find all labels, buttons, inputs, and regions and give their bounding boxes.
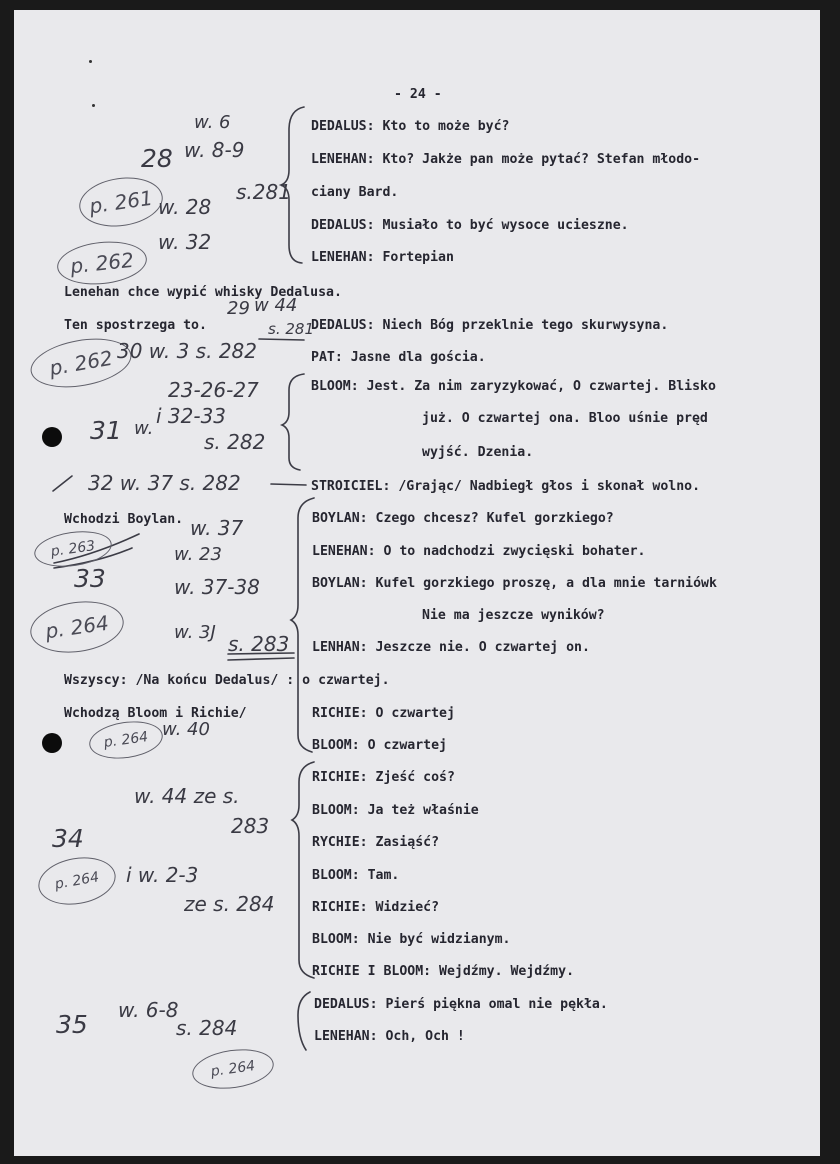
handwritten-note: 29 [227, 298, 250, 319]
handwritten-note: s. 284 [176, 1016, 238, 1040]
punch-hole [42, 427, 62, 447]
typed-line: BLOOM: Ja też właśnie [312, 803, 479, 818]
typed-line: DEDALUS: Musiało to być wysoce ucieszne. [311, 218, 629, 233]
handwritten-note: s. 283 [228, 632, 290, 656]
typed-line: LENEHAN: Kto? Jakże pan może pytać? Stefan młodo- [311, 152, 701, 167]
typed-line: Wchodzą Bloom i Richie/ [64, 706, 247, 721]
handwritten-note: w 44 [254, 295, 298, 316]
handwritten-note: w. 6 [194, 112, 231, 133]
typed-line: LENEHAN: O to nadchodzi zwycięski bohater. [312, 544, 646, 559]
handwritten-note: w. 32 [158, 230, 212, 254]
page-ref-circle: p. 264 [35, 852, 120, 911]
page-ref-circle: p. 262 [27, 331, 135, 394]
typed-line: BLOOM: O czwartej [312, 738, 447, 753]
handwritten-note: s. 282 [204, 430, 266, 454]
handwritten-note: ze s. 284 [184, 892, 275, 916]
handwritten-note: s. 281 [268, 320, 314, 338]
handwritten-note: w. 40 [162, 719, 210, 740]
handwritten-note: i w. 2-3 [126, 863, 199, 887]
typed-line: BOYLAN: Czego chcesz? Kufel gorzkiego? [312, 511, 614, 526]
typed-line: BOYLAN: Kufel gorzkiego proszę, a dla mnie tarniówk [312, 576, 717, 591]
typed-line: DEDALUS: Pierś piękna omal nie pękła. [314, 997, 608, 1012]
typed-line: RICHIE: Widzieć? [312, 900, 440, 915]
handwritten-number: 28 [141, 144, 173, 173]
handwritten-note: 23-26-27 [168, 378, 259, 402]
handwritten-note: w. 37-38 [174, 575, 260, 599]
page-ref-circle: p. 263 [32, 527, 114, 572]
typed-line: BLOOM: Jest. Za nim zaryzykować, O czwartej. Blisko [311, 379, 716, 394]
handwritten-note: s.281 [236, 180, 291, 204]
handwritten-note: w. 3J [174, 622, 216, 643]
handwritten-number: 35 [56, 1010, 88, 1039]
page-number: - 24 - [394, 87, 442, 102]
handwritten-note: 32 w. 37 s. 282 [88, 471, 241, 495]
handwritten-note: w. 28 [158, 195, 212, 219]
page-ref-circle: p. 261 [76, 172, 166, 231]
page-ref-circle: p. 264 [27, 596, 127, 659]
handwritten-note: w. 6-8 [118, 998, 179, 1022]
typed-line: LENEHAN: Och, Och ! [314, 1029, 465, 1044]
typed-line: RICHIE: Zjeść coś? [312, 770, 455, 785]
typed-line: Ten spostrzega to. [64, 318, 207, 333]
typed-line: STROICIEL: /Grając/ Nadbiegł głos i skonał wolno. [311, 479, 701, 494]
page-ref-circle: p. 264 [87, 717, 165, 763]
typed-line: BLOOM: Nie być widzianym. [312, 932, 511, 947]
handwritten-note: w. 8-9 [184, 138, 245, 162]
typed-line: już. O czwartej ona. Bloo uśnie pręd [422, 411, 708, 426]
typed-line: PAT: Jasne dla gościa. [311, 350, 486, 365]
typed-line: BLOOM: Tam. [312, 868, 400, 883]
handwritten-number: 34 [52, 824, 84, 853]
handwritten-note: w. 37 [190, 516, 244, 540]
handwritten-note: w. [134, 418, 154, 439]
typed-line: Lenehan chce wypić whisky Dedalusa. [64, 285, 342, 300]
typed-line: RYCHIE: Zasiąść? [312, 835, 440, 850]
typed-line: wyjść. Dzenia. [422, 445, 534, 460]
typed-line: DEDALUS: Niech Bóg przeklnie tego skurwysyna. [311, 318, 669, 333]
typed-line: Wszyscy: /Na końcu Dedalus/ : o czwartej. [64, 673, 390, 688]
handwritten-number: 283 [231, 814, 270, 838]
typed-line: DEDALUS: Kto to może być? [311, 119, 510, 134]
typed-line: RICHIE I BLOOM: Wejdźmy. Wejdźmy. [312, 964, 575, 979]
typed-line: LENEHAN: Fortepian [311, 250, 454, 265]
punch-hole [42, 733, 62, 753]
handwritten-number: 33 [74, 564, 106, 593]
typed-line: RICHIE: O czwartej [312, 706, 455, 721]
typed-line: LENHAN: Jeszcze nie. O czwartej on. [312, 640, 590, 655]
typed-line: ciany Bard. [311, 185, 399, 200]
page-ref-circle: p. 264 [190, 1044, 276, 1093]
handwritten-note: w. 23 [174, 544, 222, 565]
document-page [14, 10, 820, 1156]
handwritten-number: 31 [90, 416, 122, 445]
handwritten-note: w. 44 ze s. [134, 784, 240, 808]
typed-line: Wchodzi Boylan. [64, 512, 184, 527]
page-ref-circle: p. 262 [55, 237, 149, 288]
handwritten-note: i 32-33 [156, 404, 227, 428]
typed-line: Nie ma jeszcze wyników? [422, 608, 605, 623]
handwritten-note: 30 w. 3 s. 282 [117, 339, 257, 363]
